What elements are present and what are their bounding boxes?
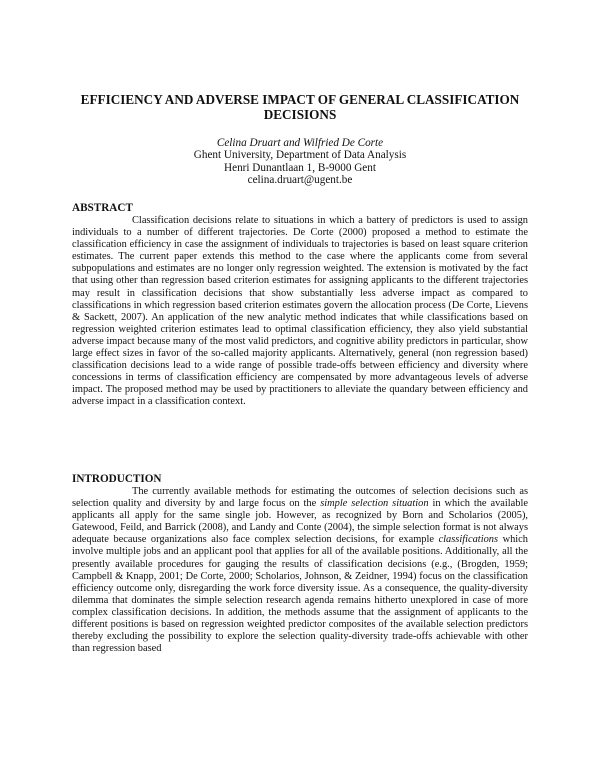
affiliation: Ghent University, Department of Data Analysis bbox=[193, 149, 407, 162]
abstract-text: Classification decisions relate to situations in which a battery of predictors is used to assign individuals to a number of different trajectories. De Corte (2000) proposed a method to estimate the classification efficiency in case the assignment of individuals to trajectories is based on least square criterion estimates. The current paper extends this method to the case where the applicants come from several subpopulations and estimates are no longer only regression weighted. The extension is motivated by the fact that using other than regression based criterion estimates for assigning applicants to the different trajectories may result in classification decisions that show substantially less adverse impact as compared to classifications in which regression based criterion estimates govern the allocation process (De Corte, Lievens & Sackett, 2007). An application of the new analytic method indicates that while classifications based on regression weighted criterion estimates lead to optimal classification efficiency, they also yield substantial adverse impact because many of the most valid predictors, and cognitive ability predictors in particular, show large effect sizes in favor of the so-called majority applicants. Alternatively, general (non regression based) classification decisions lead to a wide range of possible trade-offs between efficiency and diversity where concessions in terms of classification efficiency are compensated by more advantageous levels of adverse impact. The proposed method may be used by practitioners to alleviate the quandary between efficiency and adverse impact in a classification context. bbox=[72, 215, 528, 408]
address: Henri Dunantlaan 1, B-9000 Gent bbox=[224, 161, 376, 174]
introduction-heading: INTRODUCTION bbox=[72, 473, 162, 485]
abstract-heading: ABSTRACT bbox=[72, 202, 133, 214]
introduction-text bbox=[72, 486, 528, 655]
author-names: Celina Druart and Wilfried De Corte bbox=[216, 137, 384, 149]
author-block bbox=[100, 137, 500, 187]
intro-text-part2: in which the available applicants all apply for the same single job. However, as recognized by Born and Scholarios (2005), Gatewood, Feild, and Barrick (2008), and Landy and Conte (2004), the simple selection format is not always adequate because organizations also face complex selection decisions, for example bbox=[72, 498, 528, 546]
paper-title: EFFICIENCY AND ADVERSE IMPACT OF GENERAL CLASSIFICATION DECISIONS bbox=[80, 92, 520, 122]
intro-text-part3: which involve multiple jobs and an applicant pool that applies for all of the available positions. Additionally, all the presently available procedures for gauging the results of classification decisions (e.g., (Brogden, 1959; Campbell & Knapp, 2001; De Corte, 2000; Scholarios, Johnson, & Zeidner, 1994) focus on the classification efficiency outcome only, disregarding the work force diversity issue. As a consequence, the quality-diversity dilemma that dominates the simple selection research agenda remains hitherto unexplored in case of more complex classification decisions. In addition, the methods assume that the assignment of applicants to the different positions is based on regression weighted predictor composites of the available selection predictors thereby excluding the possibility to explore the selection quality-diversity trade-offs achievable with other than regression based bbox=[72, 534, 528, 655]
intro-text-part1: The currently available methods for estimating the outcomes of selection decisions such as selection quality and diversity by and large focus on the bbox=[72, 486, 528, 510]
email: celina.druart@ugent.be bbox=[247, 174, 353, 187]
intro-emphasis-classifications: classifications bbox=[438, 534, 499, 546]
intro-emphasis-simple-selection: simple selection situation bbox=[320, 498, 429, 510]
